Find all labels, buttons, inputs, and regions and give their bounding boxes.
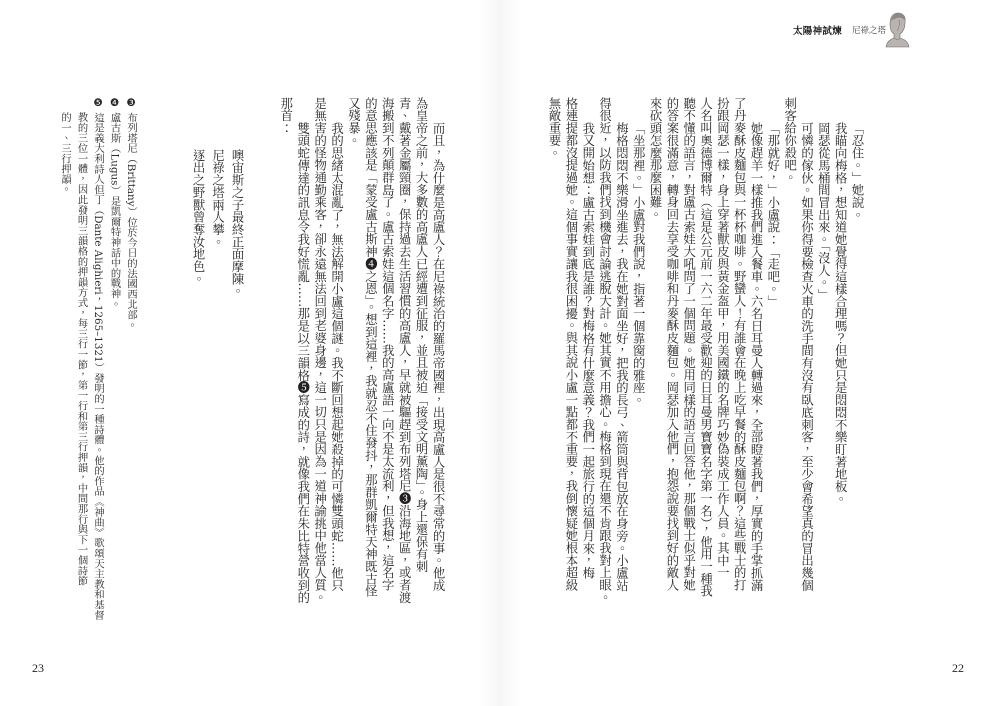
text-line: 海搬到不列顛群島了。盧古索娃這個名字……我的高盧語一向不是太流利，但我想，這名字 — [380, 97, 395, 591]
footnote-5: ❺ 這是義大利詩人但丁（Dante Alighieri，1265–1321）發明的一種詩體。他的作品《神曲》歌頌天主教和基督 — [92, 97, 104, 621]
poem-line: 尼祿之塔兩人攀。 — [210, 149, 225, 248]
text-line: 雙頭蛇傳達的訊息令我好慌亂……那是以三韻格❺寫成的詩，就像我們在朱比特營收到的 — [295, 121, 310, 604]
text-line: 青、戴著金屬頸圈，保持過去生活習慣的高盧人，早就被驅趕到布列塔尼❸沿海地區，或者渡 — [397, 97, 412, 604]
text-line: 梅格悶悶不樂滑坐進去，我在她對面坐好，把我的長弓、箭筒與背包放在身旁。小盧站 — [614, 121, 629, 591]
text-line: 人名叫奧德博爾特（這是公元前一六二年最受歡迎的日耳曼男寶寶名字第一名），他用一種我 — [698, 97, 713, 598]
text-line: 她像趕羊一樣推我們進入餐車。六名日耳曼人轉過來，全部瞪著我們，厚實的手掌抓滿 — [749, 121, 764, 591]
text-line: 「那就好，」小盧說：「走吧。」 — [765, 121, 780, 307]
right-page-body — [544, 97, 865, 604]
poem-line: 噢宙斯之子最終正面摩陳。 — [230, 149, 244, 298]
page-number-right: 22 — [952, 661, 964, 675]
text-line: 我瞄向梅格，想知道她覺得這樣合理嗎？但她只是悶悶不樂盯著地板。 — [833, 121, 848, 505]
prophecy-poem — [187, 149, 246, 449]
book-gutter — [480, 0, 520, 706]
footnotes — [56, 97, 139, 621]
text-line: 的意思應該是「蒙受盧古斯神❹之恩」。想到這裡，我就忍不住發抖，那群凱爾特天神既古怪 — [363, 97, 378, 598]
series-title: 太陽神試煉 — [793, 26, 843, 37]
text-line: 了丹麥酥皮麵包與一杯杯咖啡。野蠻人！有誰會在晚上吃早餐的酥皮麵包啊？這些戰士的打 — [732, 97, 747, 591]
text-line: 聽不懂的語言，對盧古索娃大吼問了一個問題。她用同樣的語言回答他，那個戰士似乎對她 — [681, 97, 696, 591]
text-line: 岡瑟從馬桶間冒出來。「沒人。」 — [816, 121, 831, 301]
poem-line: 逐出之野獸曾奪汝地色。 — [191, 149, 205, 285]
text-line: 來砍頭怎麼那麼困難。 — [648, 97, 663, 221]
text-line: 我的思緒太混亂了，無法解開小盧這個謎。我不斷回想起她殺掉的可憐雙頭蛇……他只 — [329, 121, 344, 591]
running-head — [793, 22, 886, 38]
text-line: 可憐的傢伙。如果你得要檢查火車的洗手間有沒有臥底刺客，至少會希望真的冒出幾個 — [799, 121, 814, 591]
footnote-4: ❹ 盧古斯（Lugus）是凱爾特神話中的戰神。 — [108, 97, 121, 310]
text-line: 「忍住。」她說。 — [850, 121, 864, 221]
text-line: 又殘暴。 — [346, 97, 361, 147]
text-line: 無敵重要。 — [547, 97, 562, 159]
footnote-5-continued: 教的三位一體，因此發明三韻格的押韻方式，每三行一節，第一行和第三行押韻，中間那行與下一個詩節 — [75, 112, 88, 587]
text-line: 格連提都沒提過她。這個事實讓我很困擾。與其說小盧一點都不重要，我倒懷疑她根本超級 — [563, 97, 578, 591]
text-line: 那首： — [278, 97, 293, 135]
text-line: 得很近，以防我們找到機會討論逃脫大計。她其實不用擔心。梅格到現在還不肯跟我對上眼。 — [597, 97, 612, 604]
text-line: 而且，為什麼是高盧人？在尼祿統治的羅馬帝國裡，出現高盧人是很不尋常的事。他成 — [431, 121, 445, 591]
page-number-left: 23 — [32, 661, 44, 675]
book-title: 尼祿之塔 — [852, 26, 887, 36]
left-page-body — [276, 97, 446, 604]
text-line: 是無害的怪物通勤乘客，卻永遠無法回到老婆身邊，這一切只是因為一道神諭挑中他當人質。 — [312, 97, 327, 604]
text-line: 為皇帝之前，大多數的高盧人已經遭到征服，並且被迫「接受文明薰陶」。身上還保有刺 — [414, 97, 429, 573]
text-line: 扮跟岡瑟一樣，身上穿著獸皮與黃金盔甲，用美國鐵的名牌巧妙偽裝成工作人員。其中一 — [715, 97, 730, 579]
footnote-3: ❸ 布列塔尼（Brittany）位於今日的法國西北部。 — [125, 97, 137, 331]
bust-icon — [882, 10, 912, 48]
text-line: 我又開始想：盧古索娃到底是誰？對梅格有什麼意義？我們一起旅行的這個月來，梅 — [580, 121, 595, 579]
text-line: 的答案很滿意，轉身回去享受咖啡和丹麥酥皮麵包。岡瑟加入他們，抱怨說要找到好的敵人 — [664, 97, 679, 591]
text-line: 刺客給你殺吧。 — [782, 97, 797, 184]
text-line: 「坐那裡。」小盧對我們說，指著一個靠窗的雅座。 — [631, 121, 646, 406]
footnote-5-continued: 的一、三行押韻。 — [59, 112, 71, 195]
